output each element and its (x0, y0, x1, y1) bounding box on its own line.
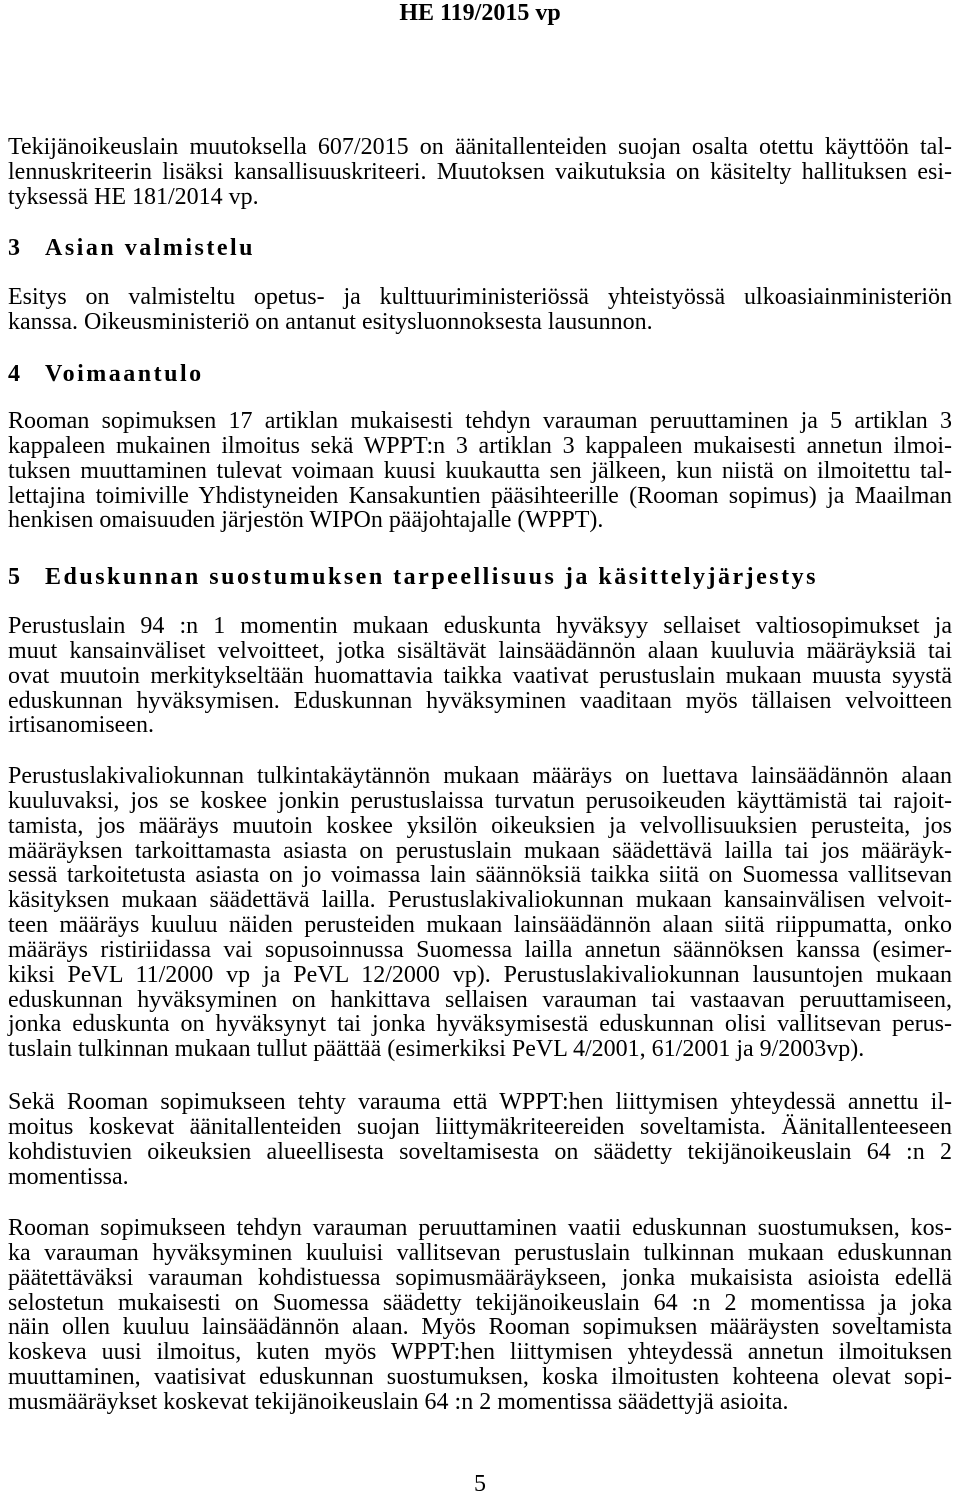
text-line: Perustuslakivaliokunnan tulkintakäytännön mukaan määräys on luettava lainsäädännön alaan (8, 763, 952, 789)
text-line: lennuskriteerin lisäksi kansallisuuskriteeri. Muutoksen vaikutuksia on käsitelty hallituksen esi- (8, 158, 952, 185)
text-line: määräys ristiriidassa vai sopusoinnussa Suomessa lailla annetun säännöksen kanssa (esimer- (8, 936, 952, 963)
text-line: Rooman sopimuksen 17 artiklan mukaisesti tehdyn varauman peruuttaminen ja 5 artiklan 3 (8, 408, 952, 434)
text-line: henkisen omaisuuden järjestön WIPOn pääjohtajalle (WPPT). (8, 507, 604, 534)
text-line: jonka eduskunta on hyväksynyt tai jonka hyväksymisestä eduskunnan olisi vallitsevan perus- (8, 1011, 952, 1038)
text-line: Rooman sopimukseen tehdyn varauman peruuttaminen vaatii eduskunnan suostumuksen, kos- (8, 1215, 952, 1241)
text-line: muuttaminen, vaatisivat eduskunnan suostumuksen, koska ilmoitusten kohteena olevat sopi- (8, 1364, 952, 1391)
text-line: muut kansainväliset velvoitteet, jotka sisältävät lainsäädännön alaan kuuluvia määräyksiä tai (8, 637, 952, 664)
section-number: 5 (8, 564, 20, 590)
text-line: näin ollen kuuluu lainsäädännön alaan. Myös Rooman sopimuksen määräysten soveltamista (8, 1314, 952, 1341)
paragraph-section-5-3 (8, 1090, 952, 1189)
section-title: Eduskunnan suostumuksen tarpeellisuus ja käsittelyjärjestys (45, 564, 818, 590)
text-line: Perustuslain 94 :n 1 momentin mukaan eduskunta hyväksyy sellaiset valtiosopimukset ja (8, 613, 952, 639)
section-number: 3 (8, 235, 20, 261)
text-line: musmääräykset koskevat tekijänoikeuslain 64 :n 2 momentissa säädettyjä asioita. (8, 1388, 789, 1415)
page-number: 5 (474, 1471, 486, 1497)
paragraph-section-5-4 (8, 1216, 952, 1415)
text-line: teen määräys kuuluu näiden perusteiden mukaan lainsäädännön alaan siitä riippumatta, onko (8, 912, 952, 939)
text-line: käsityksen mukaan säädettävä lailla. Perustuslakivaliokunnan mukaan kansainvälisen velvoit- (8, 887, 952, 914)
text-line: tyksessä HE 181/2014 vp. (8, 183, 259, 210)
text-line: Esitys on valmisteltu opetus- ja kulttuuriministeriössä yhteistyössä ulkoasiainministeriön (8, 284, 952, 310)
text-line: päätettäväksi varauman kohdistuessa sopimusmääräykseen, jonka mukaisista asioista edellä (8, 1264, 952, 1291)
text-line: selostetun mukaisesti on Suomessa säädetty tekijänoikeuslain 64 :n 2 momentissa ja joka (8, 1289, 952, 1316)
text-line: eduskunnan hyväksymisen. Eduskunnan hyväksyminen vaaditaan myös tällaisen velvoitteen (8, 687, 952, 714)
text-line: irtisanomiseen. (8, 712, 154, 739)
text-line: kiksi PeVL 11/2000 vp ja PeVL 12/2000 vp). Perustuslakivaliokunnan lausuntojen mukaan (8, 961, 952, 988)
text-line: tuslain tulkinnan mukaan tullut päättää (esimerkiksi PeVL 4/2001, 61/2001 ja 9/2003vp). (8, 1036, 865, 1063)
paragraph-intro (8, 135, 952, 210)
text-line: kanssa. Oikeusministeriö on antanut esitysluonnoksesta lausunnon. (8, 308, 653, 335)
document-id-header: HE 119/2015 vp (399, 0, 561, 26)
text-line: tuksen muuttaminen tulevat voimaan kuusi kuukautta sen jälkeen, kun niistä on ilmoitettu tal- (8, 457, 952, 484)
paragraph-section-4 (8, 409, 952, 533)
text-line: määräyksen tarkoittamasta asiasta on perustuslain mukaan säädettävä lailla tai jos määräyk- (8, 837, 952, 864)
text-line: tamista, jos määräys muutoin koskee yksilön oikeuksien ja velvollisuuksien perusteita, jos (8, 812, 952, 839)
text-line: koskeva uusi ilmoitus, kuten myös WPPT:hen liittymisen yhteydessä annetun ilmoituksen (8, 1339, 952, 1366)
text-line: eduskunnan hyväksyminen on hankittava sellaisen varauman tai vastaavan peruuttamiseen, (8, 986, 952, 1013)
section-heading-3 (8, 236, 952, 261)
text-line: Tekijänoikeuslain muutoksella 607/2015 on äänitallenteiden suojan osalta otettu käyttöön tal- (8, 134, 952, 160)
text-line: lettajina toimiville Yhdistyneiden Kansakuntien pääsihteerille (Rooman sopimus) ja Maailman (8, 482, 952, 509)
text-line: moitus koskevat äänitallenteiden suojan liittymäkriteereiden soveltamista. Äänitallenteeseen (8, 1113, 952, 1140)
section-number: 4 (8, 361, 20, 387)
paragraph-section-5-1 (8, 614, 952, 738)
text-line: kappaleen mukainen ilmoitus sekä WPPT:n 3 artiklan 3 kappaleen mukaisesti annetun ilmoi- (8, 432, 952, 459)
text-line: ka varauman hyväksyminen kuuluisi vallitsevan perustuslain tulkinnan mukaan eduskunnan (8, 1239, 952, 1266)
text-line: ovat muutoin merkitykseltään huomattavia taikka vaativat perustuslain mukaan muusta syystä (8, 662, 952, 689)
text-line: kohdistuvien oikeuksien alueellisesta soveltamisesta on säädetty tekijänoikeuslain 64 :n 2 (8, 1138, 952, 1165)
text-line: momentissa. (8, 1163, 129, 1190)
section-heading-4 (8, 362, 952, 387)
section-title: Asian valmistelu (45, 235, 256, 261)
section-title: Voimaantulo (45, 361, 204, 387)
paragraph-section-3 (8, 285, 952, 335)
text-line: kuuluvaksi, jos se koskee jonkin perustuslaissa turvatun perusoikeuden käyttämistä tai rajoit- (8, 787, 952, 814)
paragraph-section-5-2 (8, 764, 952, 1062)
section-heading-5 (8, 565, 952, 590)
text-line: sessä tarkoitetusta asiasta on jo voimassa lain säännöksiä taikka siitä on Suomessa vallitsevan (8, 862, 952, 889)
text-line: Sekä Rooman sopimukseen tehty varauma että WPPT:hen liittymisen yhteydessä annettu il- (8, 1089, 952, 1115)
